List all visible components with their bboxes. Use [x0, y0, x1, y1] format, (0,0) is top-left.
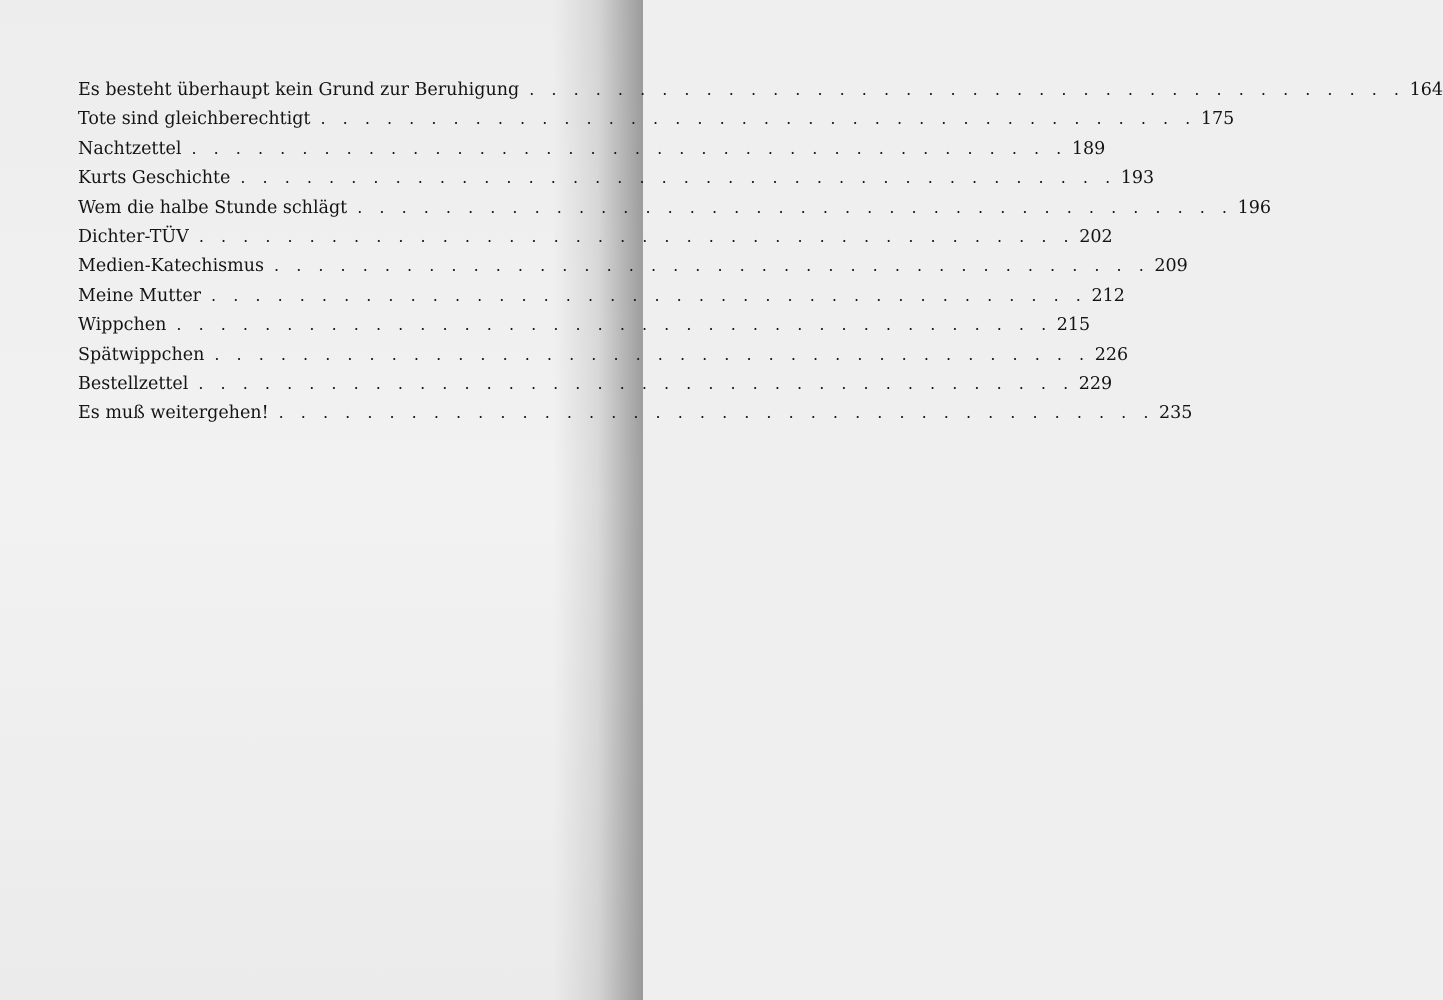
- toc-entry-title: Es besteht überhaupt kein Grund zur Beruhigung: [78, 80, 520, 100]
- toc-entry-title: Tote sind gleichberechtigt: [78, 109, 311, 130]
- toc-entry-title: Wippchen: [78, 315, 167, 336]
- toc-entry-title: Medien-Katechismus: [78, 256, 265, 277]
- toc-entry-title: Kurts Geschichte: [78, 168, 231, 189]
- dot-leader: . . . . . . . . . . . . . . . . . . . . . . . . . . . . . . . . . . . . . . . .: [191, 138, 1068, 158]
- toc-entry-title: Bestellzettel: [78, 373, 189, 394]
- dot-leader: . . . . . . . . . . . . . . . . . . . . . . . . . . . . . . . . . . . . . . . .: [529, 80, 1406, 99]
- toc-entry: [78, 281, 1125, 310]
- toc-entry-page: 175: [1200, 109, 1235, 130]
- toc-entry: [78, 340, 1129, 369]
- dot-leader: . . . . . . . . . . . . . . . . . . . . . . . . . . . . . . . . . . . . . . . .: [176, 315, 1053, 335]
- dot-leader: . . . . . . . . . . . . . . . . . . . . . . . . . . . . . . . . . . . . . . . .: [274, 256, 1150, 276]
- toc-entry-page: 202: [1079, 226, 1113, 247]
- dot-leader: . . . . . . . . . . . . . . . . . . . . . . . . . . . . . . . . . . . . . . . .: [198, 226, 1075, 246]
- toc-entry: [78, 310, 1091, 339]
- dot-leader: . . . . . . . . . . . . . . . . . . . . . . . . . . . . . . . . . . . . . . . .: [211, 285, 1087, 305]
- toc-entry: [78, 134, 1106, 163]
- toc-entry-title: Es muß weitergehen!: [78, 403, 269, 424]
- toc-entry-page: 189: [1071, 138, 1106, 159]
- toc-entry: [78, 222, 1113, 251]
- toc-entry: [78, 163, 1155, 192]
- toc-entry-page: 196: [1237, 197, 1272, 218]
- table-of-contents: [78, 75, 1443, 428]
- dot-leader: . . . . . . . . . . . . . . . . . . . . . . . . . . . . . . . . . . . . . . . .: [320, 109, 1197, 129]
- toc-entry-page: 215: [1056, 315, 1091, 336]
- dot-leader: . . . . . . . . . . . . . . . . . . . . . . . . . . . . . . . . . . . . . . . .: [357, 197, 1234, 217]
- toc-entry-page: 193: [1120, 168, 1155, 189]
- dot-leader: . . . . . . . . . . . . . . . . . . . . . . . . . . . . . . . . . . . . . . . .: [240, 168, 1117, 188]
- toc-entry: [78, 104, 1235, 133]
- toc-entry: [78, 369, 1113, 398]
- toc-entry-page: 209: [1154, 256, 1188, 277]
- toc-entry-title: Nachtzettel: [78, 138, 182, 159]
- toc-entry-title: Meine Mutter: [78, 285, 202, 306]
- toc-entry-title: Spätwippchen: [78, 344, 205, 365]
- toc-entry: [78, 75, 1443, 104]
- toc-entry: [78, 193, 1272, 222]
- toc-entry-page: 212: [1091, 285, 1125, 306]
- toc-entry-page: 164: [1409, 80, 1443, 100]
- toc-entry-title: Dichter-TÜV: [78, 226, 189, 247]
- toc-entry-page: 229: [1078, 373, 1113, 394]
- toc-entry-page: 235: [1159, 403, 1193, 424]
- toc-entry: [78, 398, 1193, 427]
- dot-leader: . . . . . . . . . . . . . . . . . . . . . . . . . . . . . . . . . . . . . . . .: [198, 373, 1075, 393]
- dot-leader: . . . . . . . . . . . . . . . . . . . . . . . . . . . . . . . . . . . . . . . .: [214, 344, 1091, 364]
- dot-leader: . . . . . . . . . . . . . . . . . . . . . . . . . . . . . . . . . . . . . . . .: [278, 403, 1155, 423]
- toc-entry-title: Wem die halbe Stunde schlägt: [78, 197, 348, 218]
- toc-entry-page: 226: [1094, 344, 1129, 365]
- toc-entry: [78, 251, 1188, 280]
